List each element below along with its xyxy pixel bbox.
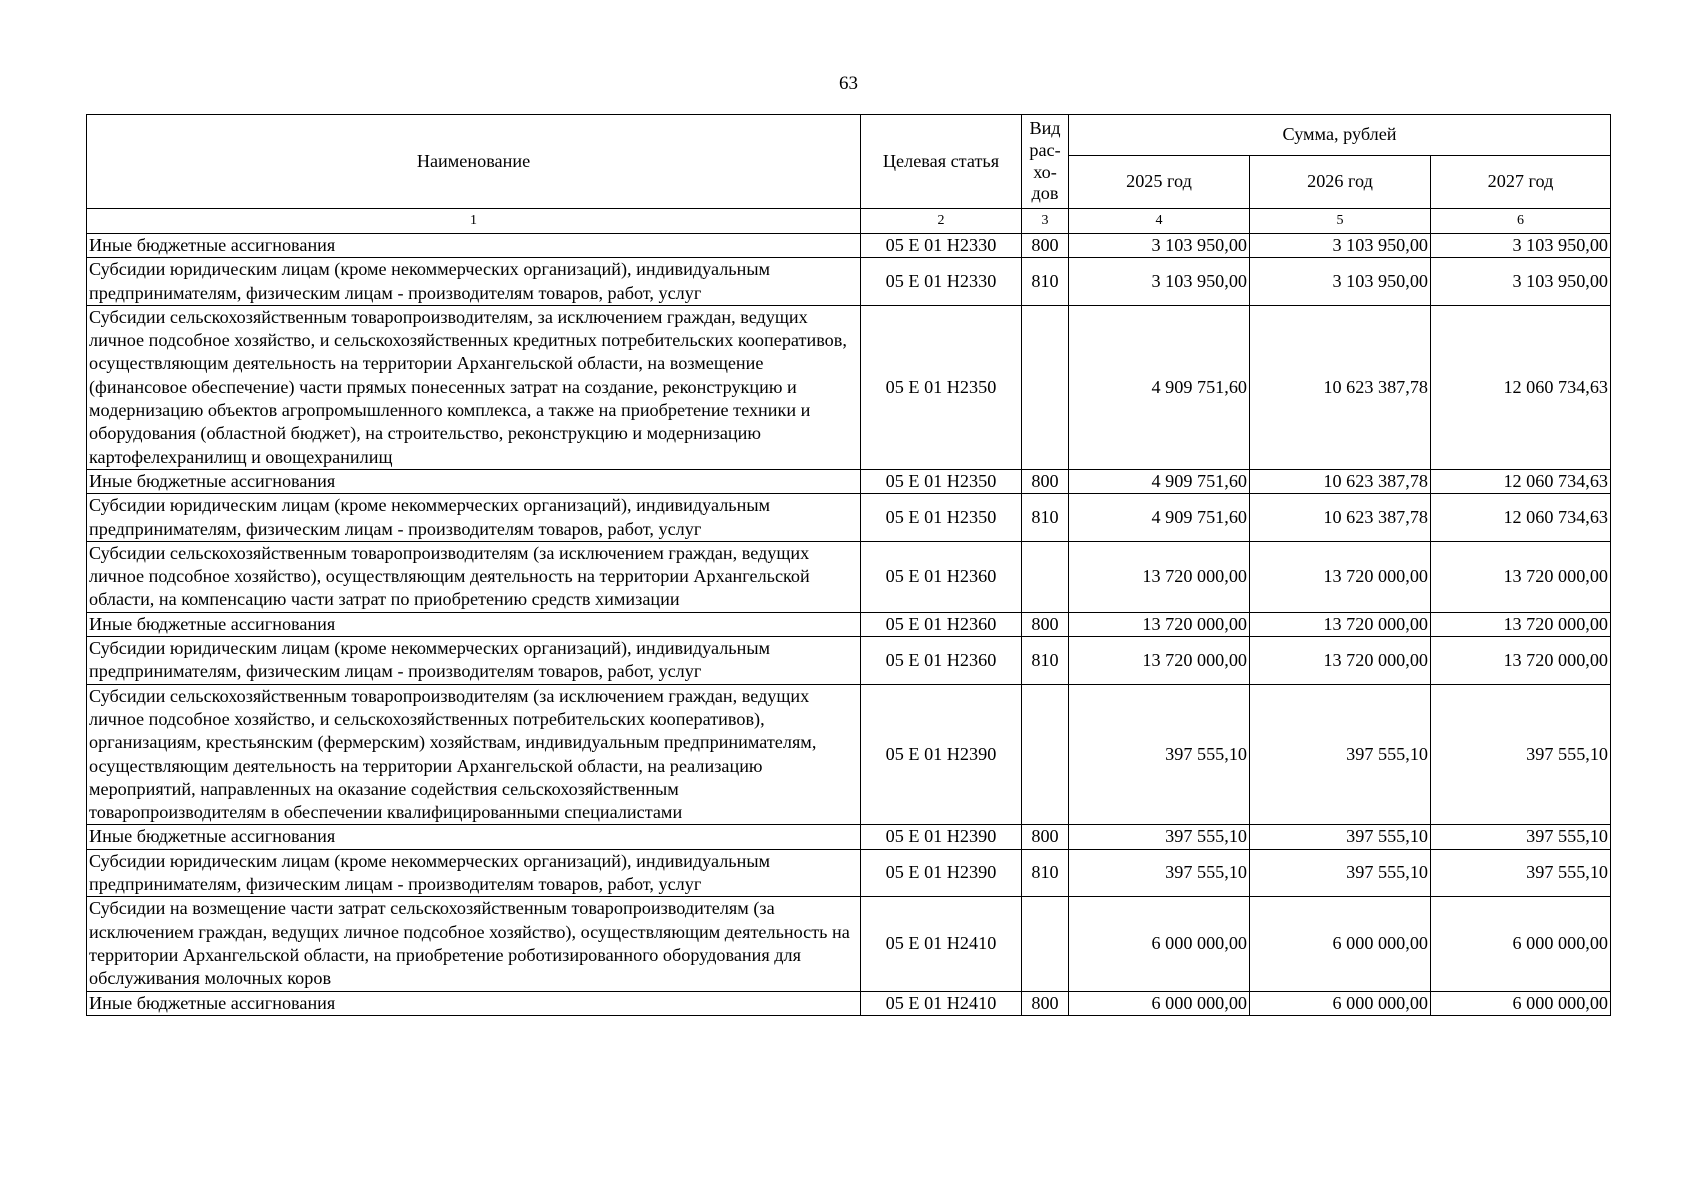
row-amount-2027: 12 060 734,63 [1431, 469, 1611, 493]
page-number: 63 [839, 73, 858, 94]
row-name: Субсидии сельскохозяйственным товаропроизводителям, за исключением граждан, ведущих личное подсобное хозяйство, и сельскохозяйственных кредитных потребительских кооперативов, осуществляющим деятельность на территории Архангельской области, на возмещение (финансовое обеспечение) части прямых понесенных затрат на создание, реконструкцию и модернизацию объектов агропромышленного комплекса, а также на приобретение техники и оборудования (областной бюджет), на строительство, реконструкцию и модернизацию картофелехранилищ и овощехранилищ [87, 305, 861, 469]
row-name: Иные бюджетные ассигнования [87, 234, 861, 258]
row-name: Субсидии юридическим лицам (кроме некоммерческих организаций), индивидуальным предпринимателям, физическим лицам - производителям товаров, работ, услуг [87, 494, 861, 542]
row-target-article: 05 Е 01 Н2410 [861, 991, 1022, 1015]
row-amount-2025: 4 909 751,60 [1069, 305, 1250, 469]
row-expense-kind: 800 [1022, 469, 1069, 493]
row-expense-kind: 810 [1022, 494, 1069, 542]
row-amount-2025: 3 103 950,00 [1069, 234, 1250, 258]
row-target-article: 05 Е 01 Н2360 [861, 637, 1022, 685]
row-expense-kind [1022, 305, 1069, 469]
row-amount-2027: 3 103 950,00 [1431, 258, 1611, 306]
row-amount-2025: 3 103 950,00 [1069, 258, 1250, 306]
row-expense-kind: 810 [1022, 258, 1069, 306]
header-name: Наименование [87, 115, 861, 209]
row-amount-2025: 13 720 000,00 [1069, 612, 1250, 636]
table-row [87, 825, 1611, 849]
row-amount-2026: 10 623 387,78 [1250, 494, 1431, 542]
row-expense-kind: 810 [1022, 849, 1069, 897]
row-target-article: 05 Е 01 Н2350 [861, 305, 1022, 469]
row-amount-2027: 12 060 734,63 [1431, 305, 1611, 469]
row-name: Субсидии сельскохозяйственным товаропроизводителям (за исключением граждан, ведущих личное подсобное хозяйство), осуществляющим деятельность на территории Архангельской области, на компенсацию части затрат по приобретению средств химизации [87, 541, 861, 612]
row-amount-2026: 13 720 000,00 [1250, 637, 1431, 685]
row-amount-2027: 13 720 000,00 [1431, 612, 1611, 636]
row-expense-kind [1022, 541, 1069, 612]
table-row [87, 849, 1611, 897]
table-row [87, 469, 1611, 493]
row-target-article: 05 Е 01 Н2410 [861, 897, 1022, 991]
row-amount-2026: 10 623 387,78 [1250, 305, 1431, 469]
table-row [87, 258, 1611, 306]
row-name: Субсидии юридическим лицам (кроме некоммерческих организаций), индивидуальным предпринимателям, физическим лицам - производителям товаров, работ, услуг [87, 258, 861, 306]
row-target-article: 05 Е 01 Н2350 [861, 469, 1022, 493]
header-expense-kind: Вид рас-хо-дов [1022, 115, 1069, 209]
row-name: Субсидии юридическим лицам (кроме некоммерческих организаций), индивидуальным предпринимателям, физическим лицам - производителям товаров, работ, услуг [87, 849, 861, 897]
row-amount-2025: 6 000 000,00 [1069, 897, 1250, 991]
table-body [87, 234, 1611, 1016]
row-name: Субсидии на возмещение части затрат сельскохозяйственным товаропроизводителям (за исключением граждан, ведущих личное подсобное хозяйство), осуществляющим деятельность на территории Архангельской области, на приобретение роботизированного оборудования для обслуживания молочных коров [87, 897, 861, 991]
row-amount-2026: 10 623 387,78 [1250, 469, 1431, 493]
table-row [87, 684, 1611, 825]
row-name: Иные бюджетные ассигнования [87, 612, 861, 636]
row-amount-2027: 13 720 000,00 [1431, 637, 1611, 685]
column-number: 6 [1431, 209, 1611, 234]
row-target-article: 05 Е 01 Н2390 [861, 684, 1022, 825]
row-expense-kind: 800 [1022, 234, 1069, 258]
column-number: 2 [861, 209, 1022, 234]
row-target-article: 05 Е 01 Н2360 [861, 541, 1022, 612]
row-amount-2025: 13 720 000,00 [1069, 637, 1250, 685]
header-year-2025: 2025 год [1069, 156, 1250, 209]
table-row [87, 494, 1611, 542]
header-year-2026: 2026 год [1250, 156, 1431, 209]
column-number: 5 [1250, 209, 1431, 234]
table-row [87, 637, 1611, 685]
row-amount-2025: 6 000 000,00 [1069, 991, 1250, 1015]
row-amount-2026: 6 000 000,00 [1250, 991, 1431, 1015]
row-amount-2026: 6 000 000,00 [1250, 897, 1431, 991]
row-amount-2026: 397 555,10 [1250, 825, 1431, 849]
row-amount-2027: 3 103 950,00 [1431, 234, 1611, 258]
column-number: 1 [87, 209, 861, 234]
row-expense-kind: 800 [1022, 825, 1069, 849]
table-row [87, 897, 1611, 991]
header-target-article: Целевая статья [861, 115, 1022, 209]
row-amount-2027: 12 060 734,63 [1431, 494, 1611, 542]
row-expense-kind: 800 [1022, 991, 1069, 1015]
column-number-row [87, 209, 1611, 234]
row-expense-kind: 810 [1022, 637, 1069, 685]
row-amount-2025: 4 909 751,60 [1069, 494, 1250, 542]
row-target-article: 05 Е 01 Н2390 [861, 825, 1022, 849]
row-amount-2027: 397 555,10 [1431, 684, 1611, 825]
row-target-article: 05 Е 01 Н2330 [861, 258, 1022, 306]
row-name: Субсидии юридическим лицам (кроме некоммерческих организаций), индивидуальным предпринимателям, физическим лицам - производителям товаров, работ, услуг [87, 637, 861, 685]
row-amount-2026: 13 720 000,00 [1250, 541, 1431, 612]
row-amount-2027: 6 000 000,00 [1431, 897, 1611, 991]
table-row [87, 612, 1611, 636]
row-target-article: 05 Е 01 Н2360 [861, 612, 1022, 636]
budget-table [86, 114, 1611, 1016]
row-name: Субсидии сельскохозяйственным товаропроизводителям (за исключением граждан, ведущих личное подсобное хозяйство, и сельскохозяйственных потребительских кооперативов), организациям, крестьянским (фермерским) хозяйствам, индивидуальным предпринимателям, осуществляющим деятельность на территории Архангельской области, на реализацию мероприятий, направленных на оказание содействия сельскохозяйственным товаропроизводителям в обеспечении квалифицированными специалистами [87, 684, 861, 825]
row-name: Иные бюджетные ассигнования [87, 825, 861, 849]
row-amount-2026: 3 103 950,00 [1250, 258, 1431, 306]
row-amount-2026: 397 555,10 [1250, 684, 1431, 825]
row-name: Иные бюджетные ассигнования [87, 991, 861, 1015]
row-expense-kind: 800 [1022, 612, 1069, 636]
column-number: 4 [1069, 209, 1250, 234]
row-amount-2026: 13 720 000,00 [1250, 612, 1431, 636]
header-year-2027: 2027 год [1431, 156, 1611, 209]
table-row [87, 541, 1611, 612]
table-row [87, 234, 1611, 258]
row-amount-2027: 6 000 000,00 [1431, 991, 1611, 1015]
row-amount-2026: 397 555,10 [1250, 849, 1431, 897]
row-amount-2027: 397 555,10 [1431, 825, 1611, 849]
row-amount-2025: 397 555,10 [1069, 849, 1250, 897]
row-amount-2027: 13 720 000,00 [1431, 541, 1611, 612]
row-amount-2025: 397 555,10 [1069, 684, 1250, 825]
table-row [87, 991, 1611, 1015]
row-amount-2026: 3 103 950,00 [1250, 234, 1431, 258]
row-name: Иные бюджетные ассигнования [87, 469, 861, 493]
column-number: 3 [1022, 209, 1069, 234]
row-target-article: 05 Е 01 Н2330 [861, 234, 1022, 258]
row-amount-2025: 4 909 751,60 [1069, 469, 1250, 493]
row-amount-2027: 397 555,10 [1431, 849, 1611, 897]
header-amount: Сумма, рублей [1069, 115, 1611, 156]
row-target-article: 05 Е 01 Н2390 [861, 849, 1022, 897]
row-expense-kind [1022, 897, 1069, 991]
row-amount-2025: 13 720 000,00 [1069, 541, 1250, 612]
row-expense-kind [1022, 684, 1069, 825]
row-target-article: 05 Е 01 Н2350 [861, 494, 1022, 542]
row-amount-2025: 397 555,10 [1069, 825, 1250, 849]
table-row [87, 305, 1611, 469]
